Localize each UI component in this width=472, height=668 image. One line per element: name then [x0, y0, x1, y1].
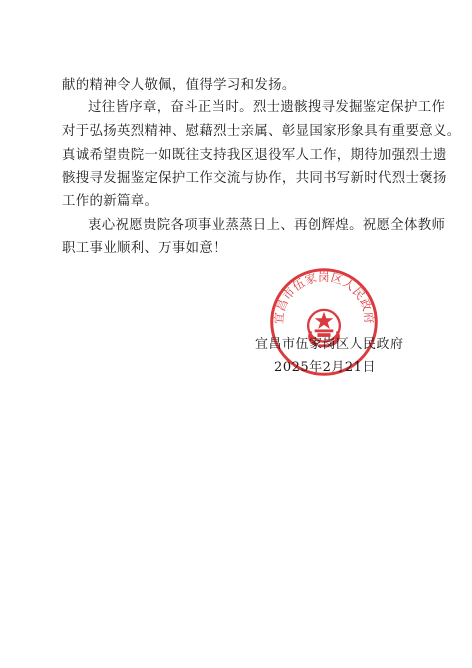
body-line-1: 献的精神令人敬佩，值得学习和发扬。: [62, 78, 296, 93]
body-line-5: 骸搜寻发掘鉴定保护工作交流与协作，共同书写新时代烈士褒扬: [62, 171, 447, 186]
body-line-7: 衷心祝愿贵院各项事业蒸蒸日上、再创辉煌。祝愿全体教师: [88, 218, 446, 233]
body-line-2: 过往皆序章，奋斗正当时。烈士遗骸搜寻发掘鉴定保护工作: [88, 100, 446, 115]
body-line-4: 真诚希望贵院一如既往支持我区退役军人工作，期待加强烈士遗: [62, 148, 447, 163]
signature-org: 宜昌市伍家岗区人民政府: [255, 337, 404, 352]
body-line-8: 职工事业顺利、万事如意！: [62, 241, 227, 256]
body-line-3: 对于弘扬英烈精神、慰藉烈士亲属、彰显国家形象具有重要意义。: [62, 124, 461, 139]
body-line-6: 工作的新篇章。: [62, 194, 159, 209]
seal-text: 宜昌市伍家岗区人民政府: [271, 269, 377, 325]
signature-date: 2025年2月21日: [274, 360, 376, 375]
